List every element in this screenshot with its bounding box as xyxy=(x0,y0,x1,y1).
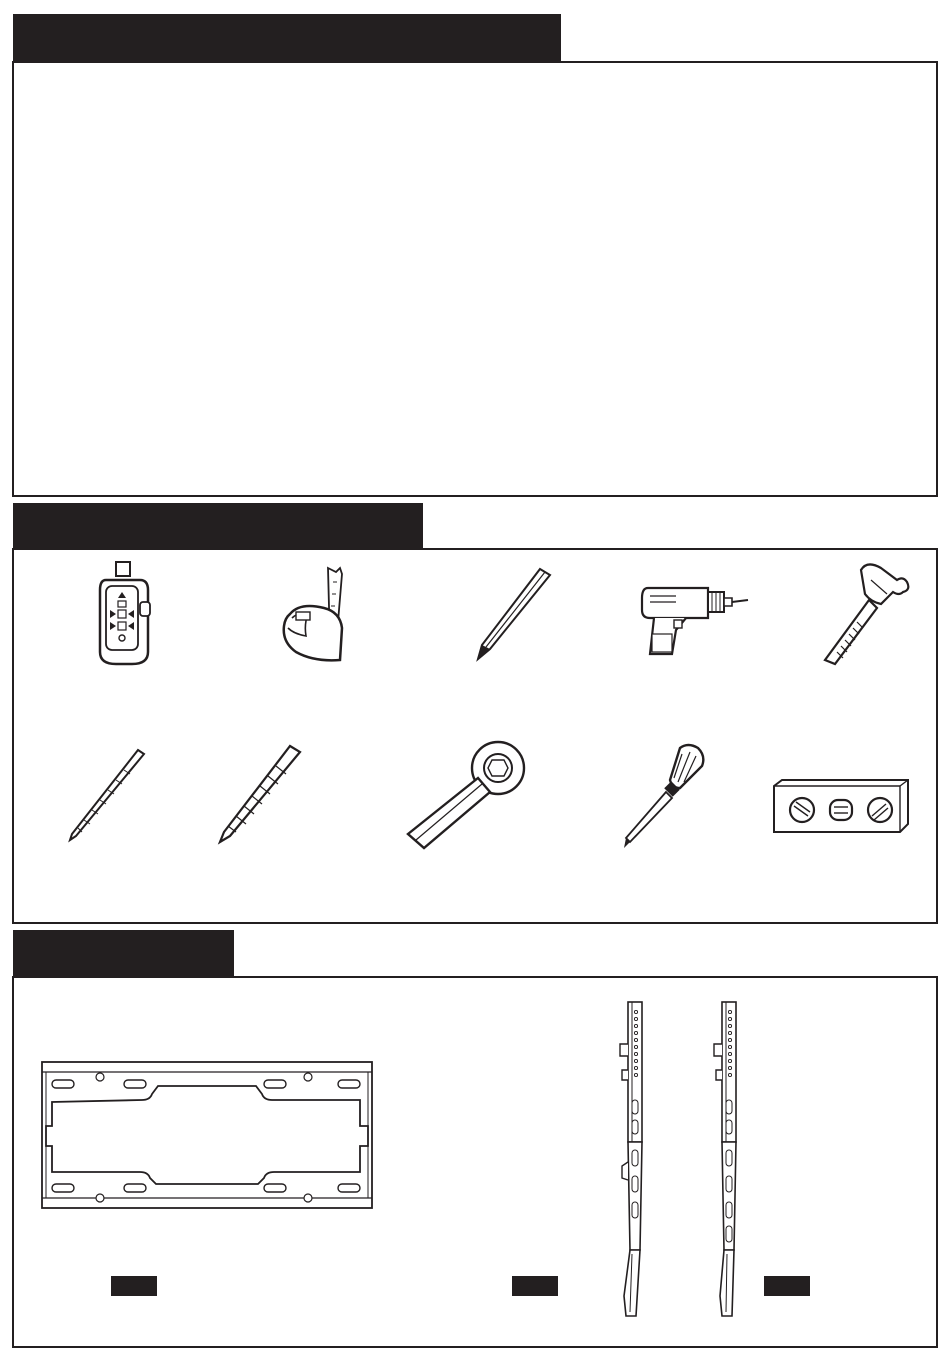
part-label-bracket-left xyxy=(512,1276,558,1296)
section-tab-parts xyxy=(13,930,234,977)
stud-finder-icon xyxy=(92,560,162,670)
section-tab-safety xyxy=(13,14,561,62)
drill-bit-large-icon xyxy=(214,744,306,844)
electric-drill-icon xyxy=(636,570,752,660)
socket-wrench-icon xyxy=(402,738,538,852)
tv-bracket-left-icon xyxy=(612,1000,648,1320)
pencil-icon xyxy=(470,565,560,661)
wall-plate-icon xyxy=(40,1060,376,1212)
safety-panel xyxy=(12,61,938,497)
part-label-wall-plate xyxy=(111,1276,157,1296)
part-label-bracket-right xyxy=(764,1276,810,1296)
section-tab-tools xyxy=(13,503,423,550)
tv-bracket-right-icon xyxy=(706,1000,742,1320)
drill-bit-small-icon xyxy=(64,748,148,844)
screwdriver-icon xyxy=(618,742,710,852)
level-icon xyxy=(772,776,912,836)
hammer-icon xyxy=(815,556,915,672)
tape-measure-icon xyxy=(270,562,360,668)
